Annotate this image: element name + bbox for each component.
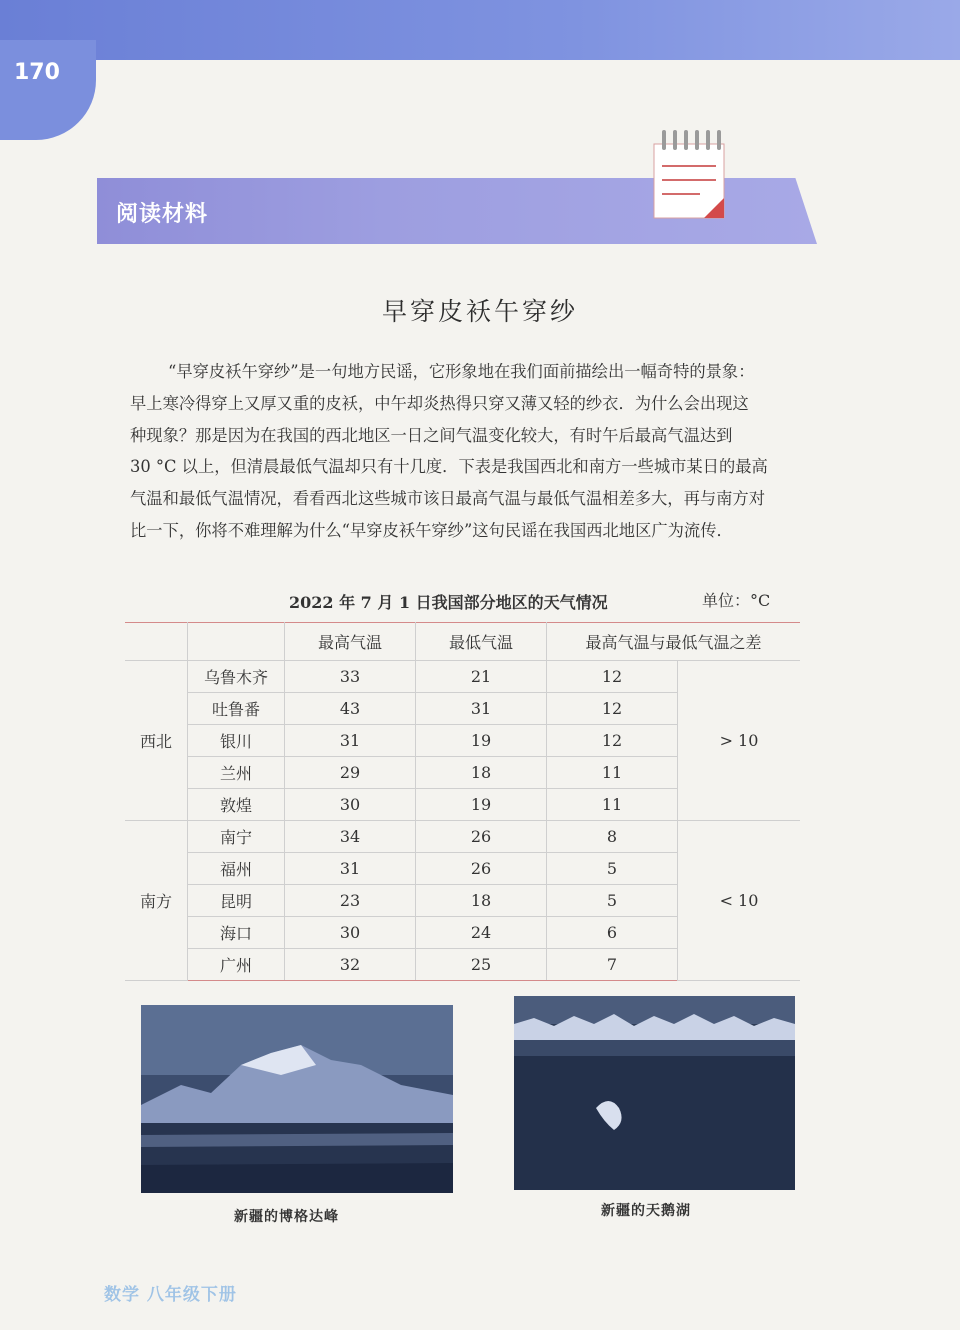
diff-cell: 7 (547, 949, 678, 981)
region-northwest: 西北 (125, 661, 188, 821)
max-cell: 34 (285, 821, 416, 853)
diff-cell: 5 (547, 853, 678, 885)
table-row (125, 821, 800, 853)
min-cell: 19 (416, 789, 547, 821)
body-line: 气温和最低气温情况，看看西北这些城市该日最高气温与最低气温相差多大，再与南方对 (130, 489, 765, 509)
min-cell: 24 (416, 917, 547, 949)
table-row (125, 661, 800, 693)
min-cell: 21 (416, 661, 547, 693)
min-cell: 18 (416, 757, 547, 789)
diff-cell: 12 (547, 693, 678, 725)
max-cell: 29 (285, 757, 416, 789)
diff-cell: 12 (547, 661, 678, 693)
bogda-peak-photo (141, 1005, 453, 1193)
city-cell: 敦煌 (188, 789, 285, 821)
section-label: 阅读材料 (116, 202, 209, 227)
city-cell: 银川 (188, 725, 285, 757)
photo-caption-right: 新疆的天鹅湖 (601, 1203, 691, 1219)
page-number: 170 (14, 60, 60, 85)
article-title: 早穿皮袄午穿纱 (381, 297, 578, 326)
max-cell: 30 (285, 917, 416, 949)
city-cell: 昆明 (188, 885, 285, 917)
northwest-note: > 10 (678, 661, 801, 821)
min-cell: 31 (416, 693, 547, 725)
photo-caption-left: 新疆的博格达峰 (234, 1209, 339, 1225)
max-cell: 23 (285, 885, 416, 917)
header-blank (188, 623, 285, 661)
diff-cell: 5 (547, 885, 678, 917)
body-line: 比一下，你将不难理解为什么“早穿皮袄午穿纱”这句民谣在我国西北地区广为流传． (130, 520, 733, 540)
header-max: 最高气温 (285, 623, 416, 661)
max-cell: 31 (285, 853, 416, 885)
city-cell: 广州 (188, 949, 285, 981)
min-cell: 26 (416, 821, 547, 853)
min-cell: 25 (416, 949, 547, 981)
swan-lake-photo (514, 996, 795, 1190)
body-line: “早穿皮袄午穿纱”是一句地方民谣，它形象地在我们面前描绘出一幅奇特的景象： (168, 362, 755, 381)
city-cell: 吐鲁番 (188, 693, 285, 725)
min-cell: 18 (416, 885, 547, 917)
footer-book-title: 数学 八年级下册 (104, 1285, 237, 1305)
page-number-tab (0, 40, 96, 140)
article-body (130, 356, 806, 547)
header-blank (125, 623, 188, 661)
diff-cell: 11 (547, 757, 678, 789)
max-cell: 43 (285, 693, 416, 725)
notebook-icon (648, 126, 730, 222)
header-diff: 最高气温与最低气温之差 (547, 623, 801, 661)
table-unit: 单位：°C (702, 591, 771, 610)
table-header-row (125, 623, 800, 661)
diff-cell: 11 (547, 789, 678, 821)
city-cell: 乌鲁木齐 (188, 661, 285, 693)
max-cell: 33 (285, 661, 416, 693)
south-note: < 10 (678, 821, 801, 981)
body-line: 30 °C 以上，但清晨最低气温却只有十几度．下表是我国西北和南方一些城市某日的最高 (130, 457, 768, 477)
body-line: 种现象？那是因为在我国的西北地区一日之间气温变化较大，有时午后最高气温达到 (130, 425, 733, 445)
min-cell: 26 (416, 853, 547, 885)
max-cell: 32 (285, 949, 416, 981)
city-cell: 海口 (188, 917, 285, 949)
city-cell: 兰州 (188, 757, 285, 789)
weather-table (125, 622, 800, 981)
header-min: 最低气温 (416, 623, 547, 661)
max-cell: 31 (285, 725, 416, 757)
region-south: 南方 (125, 821, 188, 981)
diff-cell: 6 (547, 917, 678, 949)
diff-cell: 12 (547, 725, 678, 757)
top-band (0, 0, 960, 60)
body-line: 早上寒冷得穿上又厚又重的皮袄，中午却炎热得只穿又薄又轻的纱衣．为什么会出现这 (130, 393, 749, 413)
max-cell: 30 (285, 789, 416, 821)
city-cell: 南宁 (188, 821, 285, 853)
table-caption: 2022 年 7 月 1 日我国部分地区的天气情况 (289, 593, 608, 612)
diff-cell: 8 (547, 821, 678, 853)
min-cell: 19 (416, 725, 547, 757)
city-cell: 福州 (188, 853, 285, 885)
